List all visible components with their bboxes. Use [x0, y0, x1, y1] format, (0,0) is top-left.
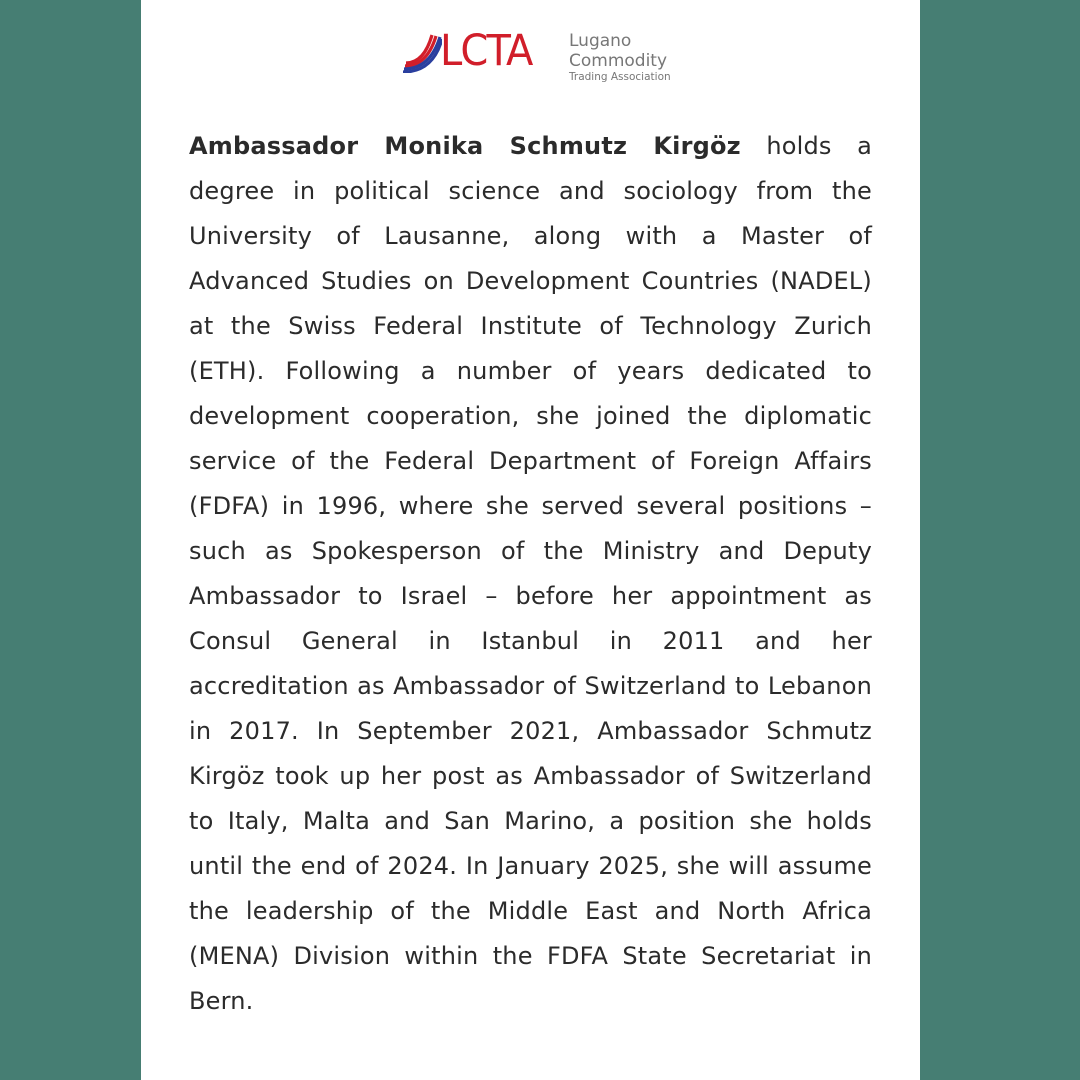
stripes-swoosh-icon: [402, 33, 442, 73]
ambassador-name: Ambassador Monika Schmutz Kirgöz: [189, 132, 741, 160]
logo-subtitle: [569, 31, 671, 84]
logo-line-3: Trading Association: [569, 71, 671, 83]
biography-paragraph: [189, 124, 872, 1024]
logo-letters: LCTA: [440, 26, 532, 76]
logo-line-2: Commodity: [569, 51, 668, 71]
biography-text: holds a degree in political science and sociology from the University of Lausanne, along with a Master of Advanced Studies on Development Countries (NADEL) at the Swiss Federal Institute of Technology Zurich (ETH). Following a number of years dedicated to development cooperation, she joined the diplomatic service of the Federal Department of Foreign Affairs (FDFA) in 1996, where she served several positions – such as Spokesperson of the Ministry and Deputy Ambassador to Israel – before her appointment as Consul General in Istanbul in 2011 and her accreditation as Ambassador of Switzerland to Lebanon in 2017. In September 2021, Ambassador Schmutz Kirgöz took up her post as Ambassador of Switzerland to Italy, Malta and San Marino, a position she holds until the end of 2024. In January 2025, she will assume the leadership of the Middle East and North Africa (MENA) Division within the FDFA State Secretariat in Bern.: [189, 132, 872, 1015]
logo-line-1: Lugano: [569, 31, 632, 51]
lcta-logo: [402, 26, 671, 89]
